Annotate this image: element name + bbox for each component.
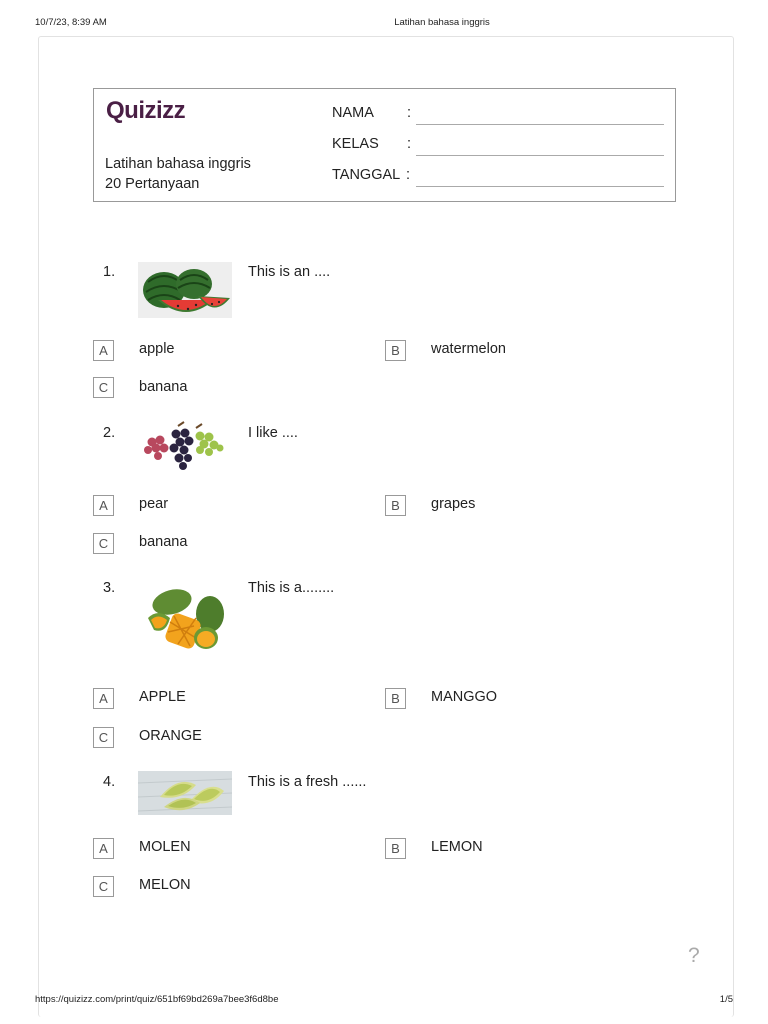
option-c-box[interactable]: C: [93, 533, 114, 554]
option-a-box[interactable]: A: [93, 838, 114, 859]
option-b-box[interactable]: B: [385, 688, 406, 709]
option-b-box[interactable]: B: [385, 340, 406, 361]
print-header: [0, 17, 768, 31]
question-number: 3.: [103, 580, 116, 596]
option-b-text: watermelon: [431, 341, 506, 357]
option-a-text: apple: [139, 341, 175, 357]
question-number: 2.: [103, 425, 116, 441]
option-a-box[interactable]: A: [93, 688, 114, 709]
question-number: 4.: [103, 774, 116, 790]
date-field-line[interactable]: [416, 186, 664, 187]
field-colon: :: [407, 136, 412, 152]
option-a-text: pear: [139, 496, 169, 512]
option-c-box[interactable]: C: [93, 876, 114, 897]
field-label-nama: NAMA: [332, 105, 374, 121]
page-number: 1/5: [719, 994, 733, 1005]
question-mark-icon[interactable]: ?: [688, 944, 700, 967]
watermelon-image: [138, 262, 232, 318]
question-text: This is an ....: [248, 264, 331, 280]
option-b-box[interactable]: B: [385, 838, 406, 859]
option-c-box[interactable]: C: [93, 727, 114, 748]
option-c-text: MELON: [139, 877, 191, 893]
print-title: Latihan bahasa inggris: [394, 17, 490, 28]
question-text: This is a fresh ......: [248, 774, 367, 790]
option-a-box[interactable]: A: [93, 340, 114, 361]
question-count: 20 Pertanyaan: [105, 176, 200, 192]
option-a-text: MOLEN: [139, 839, 191, 855]
class-field-line[interactable]: [416, 155, 664, 156]
quizizz-logo: [106, 96, 194, 133]
field-label-kelas: KELAS: [332, 136, 379, 152]
quiz-title: Latihan bahasa inggris: [105, 156, 251, 172]
print-date: 10/7/23, 8:39 AM: [35, 17, 107, 28]
print-footer: [0, 994, 768, 1008]
grapes-image: [138, 418, 232, 476]
field-label-tanggal: TANGGAL: [332, 167, 401, 183]
quizizz-logo-mark: [106, 96, 194, 126]
name-field-line[interactable]: [416, 124, 664, 125]
option-c-box[interactable]: C: [93, 377, 114, 398]
melon-image: [138, 771, 232, 815]
question-text: I like ....: [248, 425, 298, 441]
option-c-text: banana: [139, 534, 188, 550]
option-b-text: LEMON: [431, 839, 483, 855]
mango-image: [138, 578, 232, 666]
question-text: This is a........: [248, 580, 335, 596]
quiz-header-box: [93, 88, 676, 202]
option-c-text: banana: [139, 379, 188, 395]
option-b-text: MANGGO: [431, 689, 498, 705]
option-a-text: APPLE: [139, 689, 186, 705]
option-a-box[interactable]: A: [93, 495, 114, 516]
field-colon: :: [407, 105, 412, 121]
svg-text:Quizizz: Quizizz: [106, 97, 186, 124]
field-colon: :: [406, 167, 411, 183]
option-c-text: ORANGE: [139, 728, 202, 744]
option-b-text: grapes: [431, 496, 476, 512]
question-number: 1.: [103, 264, 116, 280]
option-b-box[interactable]: B: [385, 495, 406, 516]
print-url: https://quizizz.com/print/quiz/651bf69bd269a7bee3f6d8be: [35, 994, 279, 1005]
